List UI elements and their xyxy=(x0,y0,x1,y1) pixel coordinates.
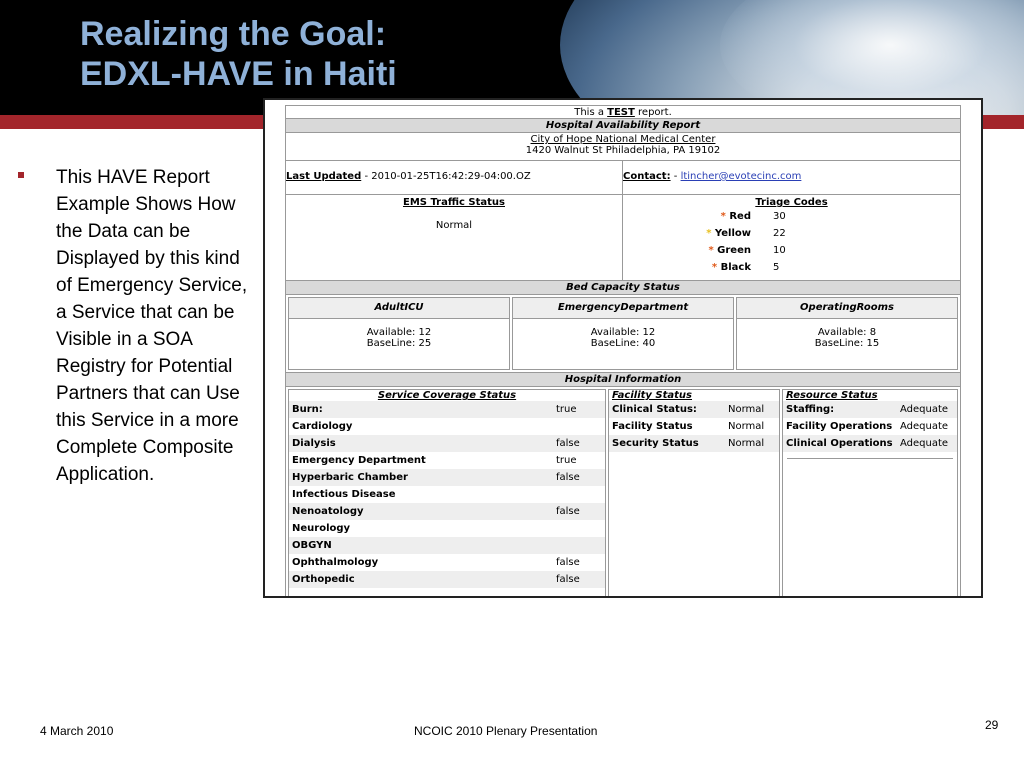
row-name: Nenoatology xyxy=(289,503,553,520)
row-name: Ophthalmology xyxy=(292,557,379,568)
bed-capacity-title: Bed Capacity Status xyxy=(285,281,961,295)
row-name: Staffing: xyxy=(783,401,897,418)
table-row xyxy=(289,469,605,486)
row-name: Clinical Status: xyxy=(609,401,725,418)
last-updated xyxy=(286,161,623,194)
title-line-1: Realizing the Goal: xyxy=(80,15,387,53)
row-name: Neurology xyxy=(292,523,351,534)
row-name: Dialysis xyxy=(289,435,553,452)
ems-title: EMS Traffic Status xyxy=(402,197,505,208)
row-value: true xyxy=(553,401,605,418)
row-name: OBGYN xyxy=(289,537,553,554)
ems-traffic xyxy=(286,195,623,280)
last-updated-label: Last Updated xyxy=(286,171,362,182)
triage-code xyxy=(623,242,751,259)
table-row xyxy=(289,418,605,435)
table-row xyxy=(289,503,605,520)
row-value: Adequate xyxy=(900,421,949,432)
triage-count: 5 xyxy=(773,262,780,273)
row-value: false xyxy=(553,469,605,486)
row-value xyxy=(553,537,605,554)
bed-unit-name: EmergencyDepartment xyxy=(513,298,733,319)
row-name: Infectious Disease xyxy=(292,489,396,500)
last-updated-value: - 2010-01-25T16:42:29-04:00.OZ xyxy=(364,171,531,182)
row-value: false xyxy=(553,571,605,588)
contact-email-link[interactable]: ltincher@evotecinc.com xyxy=(680,171,802,182)
table-row xyxy=(289,401,605,418)
row-name: Clinical Operations xyxy=(783,435,897,452)
row-name: Orthopedic xyxy=(289,571,553,588)
bed-available: Available: 8 xyxy=(817,327,877,338)
row-value: true xyxy=(556,455,577,466)
resource-status xyxy=(782,389,958,598)
hospital-info xyxy=(285,133,961,161)
table-row xyxy=(289,435,605,452)
row-value: Normal xyxy=(725,401,779,418)
row-name: Burn: xyxy=(289,401,553,418)
triage-count: 22 xyxy=(773,228,786,239)
row-value: Adequate xyxy=(897,435,957,452)
bed-available: Available: 12 xyxy=(366,327,432,338)
row-name: Facility Status xyxy=(612,421,693,432)
table-row xyxy=(289,520,605,537)
square-bullet-icon xyxy=(18,172,24,178)
star-icon: * xyxy=(706,228,712,239)
row-value: Adequate xyxy=(897,401,957,418)
ems-triage-row xyxy=(285,195,961,281)
hospital-address: 1420 Walnut St Philadelphia, PA 19102 xyxy=(525,145,721,156)
row-value: false xyxy=(553,435,605,452)
triage-code xyxy=(623,259,751,276)
row-name: Security Status xyxy=(609,435,725,452)
row-name: Cardiology xyxy=(292,421,353,432)
title-line-2: EDXL-HAVE in Haiti xyxy=(80,55,397,93)
footer-date: 4 March 2010 xyxy=(40,724,114,738)
test-prefix: This a xyxy=(574,107,604,118)
table-row xyxy=(609,401,779,418)
bed-baseline: BaseLine: 40 xyxy=(590,338,656,349)
triage-code xyxy=(623,225,751,242)
bullet-text: This HAVE Report Example Shows How the Data can be Displayed by this kind of Emergency Service, a Service that can be Visible in a SOA Registry for Potential Partners that can Use this Service in a more Complete Composite Application. xyxy=(56,167,248,485)
table-row xyxy=(783,401,957,418)
triage-codes xyxy=(623,195,960,280)
update-contact-row xyxy=(285,161,961,195)
table-row xyxy=(609,418,779,435)
row-value xyxy=(553,520,605,537)
triage-title: Triage Codes xyxy=(755,197,828,208)
facility-table xyxy=(609,401,779,452)
service-title: Service Coverage Status xyxy=(377,390,517,401)
hospital-report xyxy=(285,105,961,598)
triage-row xyxy=(623,259,960,276)
triage-code xyxy=(623,208,751,225)
bed-capacity-grid xyxy=(285,295,961,373)
report-title: Hospital Availability Report xyxy=(285,119,961,133)
page-number: 29 xyxy=(985,718,999,732)
contact-label: Contact: xyxy=(623,171,671,182)
bed-unit-name: AdultICU xyxy=(289,298,509,319)
bed-available: Available: 12 xyxy=(590,327,656,338)
table-row xyxy=(783,435,957,452)
report-screenshot xyxy=(263,98,983,598)
star-icon: * xyxy=(708,245,714,256)
table-row xyxy=(289,486,605,503)
bed-baseline: BaseLine: 25 xyxy=(366,338,432,349)
resource-table xyxy=(783,401,957,452)
table-row xyxy=(289,571,605,588)
hospital-name: City of Hope National Medical Center xyxy=(530,134,716,145)
triage-count: 10 xyxy=(773,245,786,256)
table-row xyxy=(783,418,957,435)
row-name: Facility Operations xyxy=(786,421,893,432)
row-value: false xyxy=(556,557,580,568)
triage-row xyxy=(623,225,960,242)
triage-list xyxy=(623,208,960,276)
bed-unit xyxy=(288,297,510,370)
test-suffix: report. xyxy=(638,107,672,118)
hospital-info-title: Hospital Information xyxy=(285,373,961,387)
facility-title: Facility Status xyxy=(612,390,693,401)
resource-divider xyxy=(787,458,953,459)
service-coverage xyxy=(288,389,606,598)
row-value xyxy=(553,486,605,503)
table-row xyxy=(609,435,779,452)
test-word: TEST xyxy=(607,107,635,118)
contact-dash: - xyxy=(673,171,678,182)
triage-row xyxy=(623,208,960,225)
row-name: Emergency Department xyxy=(292,455,426,466)
table-row xyxy=(289,452,605,469)
bed-unit xyxy=(736,297,958,370)
contact xyxy=(623,161,960,194)
resource-title: Resource Status xyxy=(786,390,878,401)
star-icon: * xyxy=(720,211,726,222)
star-icon: * xyxy=(711,262,718,273)
triage-code-label: Black xyxy=(720,262,751,273)
row-value: false xyxy=(553,503,605,520)
bed-unit xyxy=(512,297,734,370)
table-row xyxy=(289,554,605,571)
hospital-info-grid xyxy=(285,387,961,598)
ems-value: Normal xyxy=(435,220,473,231)
triage-code-label: Yellow xyxy=(714,228,751,239)
row-value: Normal xyxy=(728,421,765,432)
test-notice xyxy=(285,105,961,119)
row-value: Normal xyxy=(725,435,779,452)
facility-status xyxy=(608,389,780,598)
bed-unit-name: OperatingRooms xyxy=(737,298,957,319)
triage-code-label: Red xyxy=(729,211,751,222)
triage-count: 30 xyxy=(773,211,786,222)
service-table xyxy=(289,401,605,588)
bed-baseline: BaseLine: 15 xyxy=(814,338,880,349)
slide-title xyxy=(80,14,397,94)
triage-code-label: Green xyxy=(717,245,751,256)
footer-presentation: NCOIC 2010 Plenary Presentation xyxy=(414,724,598,738)
row-name: Hyperbaric Chamber xyxy=(289,469,553,486)
row-value xyxy=(553,418,605,435)
triage-row xyxy=(623,242,960,259)
table-row xyxy=(289,537,605,554)
